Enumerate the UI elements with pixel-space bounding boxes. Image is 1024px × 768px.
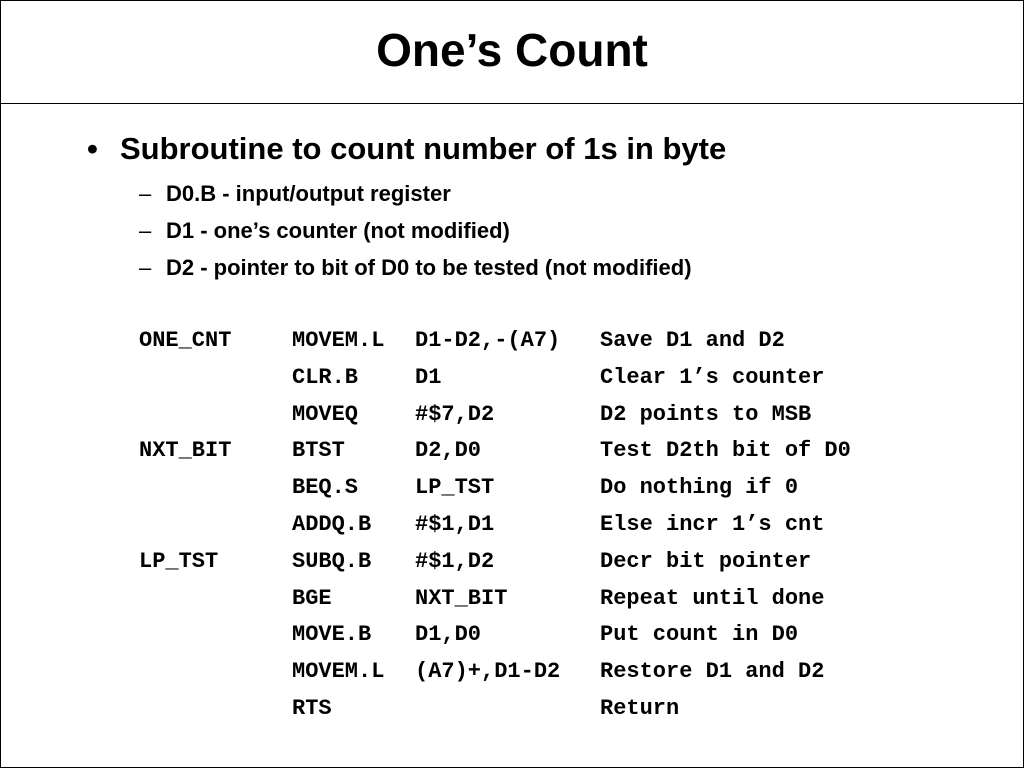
sub-bullet-text: D1 - one’s counter (not modified) xyxy=(166,218,510,243)
dash-marker: – xyxy=(139,181,152,206)
code-label xyxy=(139,617,292,654)
dash-marker: – xyxy=(139,218,152,243)
code-line xyxy=(139,654,851,691)
bullet-marker: • xyxy=(87,131,98,166)
code-label xyxy=(139,691,292,728)
code-operand: #$7,D2 xyxy=(415,401,495,427)
code-line xyxy=(139,507,851,544)
code-opcode: MOVE.B xyxy=(292,622,372,648)
sub-bullet xyxy=(139,216,692,253)
sub-bullet-list xyxy=(139,179,692,290)
code-comment: D2 points to MSB xyxy=(600,401,812,427)
code-operand: #$1,D2 xyxy=(415,548,495,574)
slide-title: One’s Count xyxy=(376,24,648,76)
title-bar xyxy=(1,1,1023,104)
code-label: ONE_CNT xyxy=(139,328,232,353)
code-comment: Save D1 and D2 xyxy=(600,328,785,353)
code-opcode: MOVEM.L xyxy=(292,659,385,685)
code-line xyxy=(139,433,851,470)
code-comment: Test D2th bit of D0 xyxy=(600,438,851,464)
code-opcode: RTS xyxy=(292,695,332,721)
code-opcode: SUBQ.B xyxy=(292,548,372,574)
code-operand xyxy=(415,691,600,728)
main-bullet xyxy=(87,131,726,167)
code-opcode: CLR.B xyxy=(292,364,359,390)
sub-bullet-text: D0.B - input/output register xyxy=(166,181,451,206)
code-opcode: MOVEM.L xyxy=(292,328,385,353)
code-line xyxy=(139,323,851,360)
code-operand: (A7)+,D1-D2 xyxy=(415,659,561,685)
code-operand: #$1,D1 xyxy=(415,511,495,537)
code-line xyxy=(139,691,851,728)
code-operand: D2,D0 xyxy=(415,438,482,464)
code-label xyxy=(139,470,292,507)
code-operand: NXT_BIT xyxy=(415,585,508,611)
code-opcode: BEQ.S xyxy=(292,475,359,501)
code-opcode: BGE xyxy=(292,585,332,611)
code-label xyxy=(139,397,292,434)
sub-bullet xyxy=(139,253,692,290)
code-label xyxy=(139,507,292,544)
code-line xyxy=(139,544,851,581)
code-operand: D1 xyxy=(415,364,442,390)
code-operand: D1,D0 xyxy=(415,622,482,648)
code-comment: Else incr 1’s cnt xyxy=(600,511,825,537)
code-opcode: MOVEQ xyxy=(292,401,359,427)
dash-marker: – xyxy=(139,255,152,280)
code-operand: D1-D2,-(A7) xyxy=(415,328,561,353)
code-opcode: BTST xyxy=(292,438,345,464)
code-label: LP_TST xyxy=(139,548,219,574)
sub-bullet xyxy=(139,179,692,216)
code-comment: Return xyxy=(600,695,680,721)
code-label xyxy=(139,360,292,397)
code-comment: Put count in D0 xyxy=(600,622,799,648)
code-comment: Restore D1 and D2 xyxy=(600,659,825,685)
code-comment: Do nothing if 0 xyxy=(600,475,799,501)
main-bullet-text: Subroutine to count number of 1s in byte xyxy=(120,131,727,166)
code-label: NXT_BIT xyxy=(139,438,232,464)
code-line xyxy=(139,397,851,434)
sub-bullet-text: D2 - pointer to bit of D0 to be tested (not modified) xyxy=(166,255,692,280)
code-label xyxy=(139,654,292,691)
code-comment: Clear 1’s counter xyxy=(600,364,825,390)
code-label xyxy=(139,581,292,618)
code-line xyxy=(139,360,851,397)
code-line xyxy=(139,617,851,654)
code-comment: Decr bit pointer xyxy=(600,548,812,574)
code-opcode: ADDQ.B xyxy=(292,511,372,537)
code-line xyxy=(139,581,851,618)
code-operand: LP_TST xyxy=(415,475,495,501)
code-listing xyxy=(139,323,851,728)
code-comment: Repeat until done xyxy=(600,585,825,611)
code-line xyxy=(139,470,851,507)
